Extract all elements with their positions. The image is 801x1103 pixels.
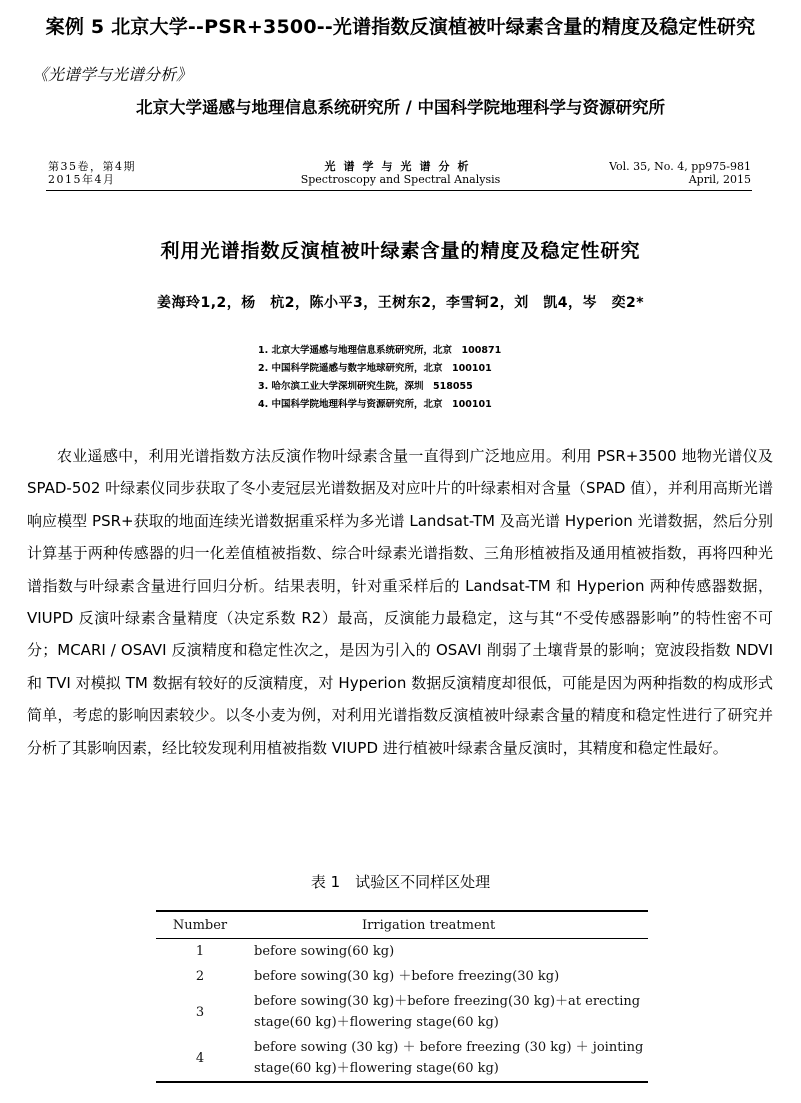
affiliation-item: 2. 中国科学院遥感与数字地球研究所，北京 100101 bbox=[258, 363, 492, 374]
journal-name: 《光谱学与光谱分析》 bbox=[32, 65, 193, 84]
cell-treatment: before sowing (30 kg) ＋ before freezing (30 kg) ＋ jointing stage(60 kg)＋flowering stage(60 kg) bbox=[244, 1035, 648, 1082]
journal-title-en: Spectroscopy and Spectral Analysis bbox=[300, 173, 501, 186]
affiliations bbox=[258, 342, 501, 414]
column-header-treatment: Irrigation treatment bbox=[244, 911, 648, 939]
cell-treatment: before sowing(60 kg) bbox=[254, 944, 395, 959]
cell-number: 4 bbox=[156, 1035, 244, 1082]
treatment-table bbox=[156, 910, 648, 1083]
journal-title-cn: 光谱学与光谱分析 bbox=[324, 160, 477, 173]
case-title: 案例 5 北京大学--PSR+3500--光谱指数反演植被叶绿素含量的精度及稳定性研究 bbox=[45, 16, 756, 38]
volume-pages: Vol. 35, No. 4, pp975-981 bbox=[609, 160, 751, 173]
paper-title: 利用光谱指数反演植被叶绿素含量的精度及稳定性研究 bbox=[160, 240, 641, 262]
table-header-row bbox=[156, 911, 648, 939]
table-caption: 表 1 试验区不同样区处理 bbox=[310, 873, 491, 891]
affiliation-item: 4. 中国科学院地理科学与资源研究所，北京 100101 bbox=[258, 399, 492, 410]
cell-number: 2 bbox=[195, 969, 205, 984]
publication-date-en: April, 2015 bbox=[688, 173, 751, 186]
publication-date-cn: 2015年4月 bbox=[48, 173, 116, 186]
cell-treatment: before sowing(30 kg)＋before freezing(30 kg)＋at erecting stage(60 kg)＋flowering stage(60 kg) bbox=[254, 994, 641, 1030]
cell-number: 3 bbox=[195, 1004, 205, 1020]
journal-pages-info bbox=[609, 160, 751, 186]
abstract-paragraph: 农业遥感中，利用光谱指数方法反演作物叶绿素含量一直得到广泛地应用。利用 PSR+3500 地物光谱仪及 SPAD-502 叶绿素仪同步获取了冬小麦冠层光谱数据及对应叶片的叶绿素相对含量（SPAD 值），并利用高斯光谱响应模型 PSR+获取的地面连续光谱数据重采样为多光谱 Landsat-TM 及高光谱 Hyperion 光谱数据，然后分别计算基于两种传感器的归一化差值植被指数、综合叶绿素光谱指数、三角形植被指及通用植被指数，再将四种光谱指数与叶绿素含量进行回归分析。结果表明，针对重采样后的 Landsat-TM 和 Hyperion 两种传感器数据，VIUPD 反演叶绿素含量精度（决定系数 R2）最高，反演能力最稳定，这与其“不受传感器影响”的特性密不可分；MCARI / OSAVI 反演精度和稳定性次之，是因为引入的 OSAVI 削弱了土壤背景的影响；宽波段指数 NDVI 和 TVI 对模拟 TM 数据有较好的反演精度，对 Hyperion 数据反演精度却很低，可能是因为两种指数的构成形式简单，考虑的影响因素较少。以冬小麦为例，对利用光谱指数反演植被叶绿素含量的精度和稳定性进行了研究并分析了其影响因素，经比较发现利用植被指数 VIUPD 进行植被叶绿素含量反演时，其精度和稳定性最好。 bbox=[27, 447, 773, 757]
header-rule bbox=[46, 190, 752, 191]
volume-issue: 第35卷，第4期 bbox=[48, 160, 136, 173]
column-header-number: Number bbox=[156, 911, 244, 939]
table-row bbox=[156, 1035, 648, 1082]
institutes-line: 北京大学遥感与地理信息系统研究所 / 中国科学院地理科学与资源研究所 bbox=[135, 98, 665, 117]
affiliation-item: 1. 北京大学遥感与地理信息系统研究所，北京 100871 bbox=[258, 345, 502, 356]
author-list: 姜海玲1,2，杨 杭2，陈小平3，王树东2，李雪轲2，刘 凯4，岑 奕2* bbox=[156, 295, 645, 311]
affiliation-item: 3. 哈尔滨工业大学深圳研究生院，深圳 518055 bbox=[258, 381, 473, 392]
table-row bbox=[156, 964, 648, 989]
cell-number: 1 bbox=[195, 944, 205, 959]
table-row bbox=[156, 989, 648, 1035]
cell-treatment: before sowing(30 kg) ＋before freezing(30 kg) bbox=[254, 969, 560, 984]
table-row bbox=[156, 939, 648, 965]
